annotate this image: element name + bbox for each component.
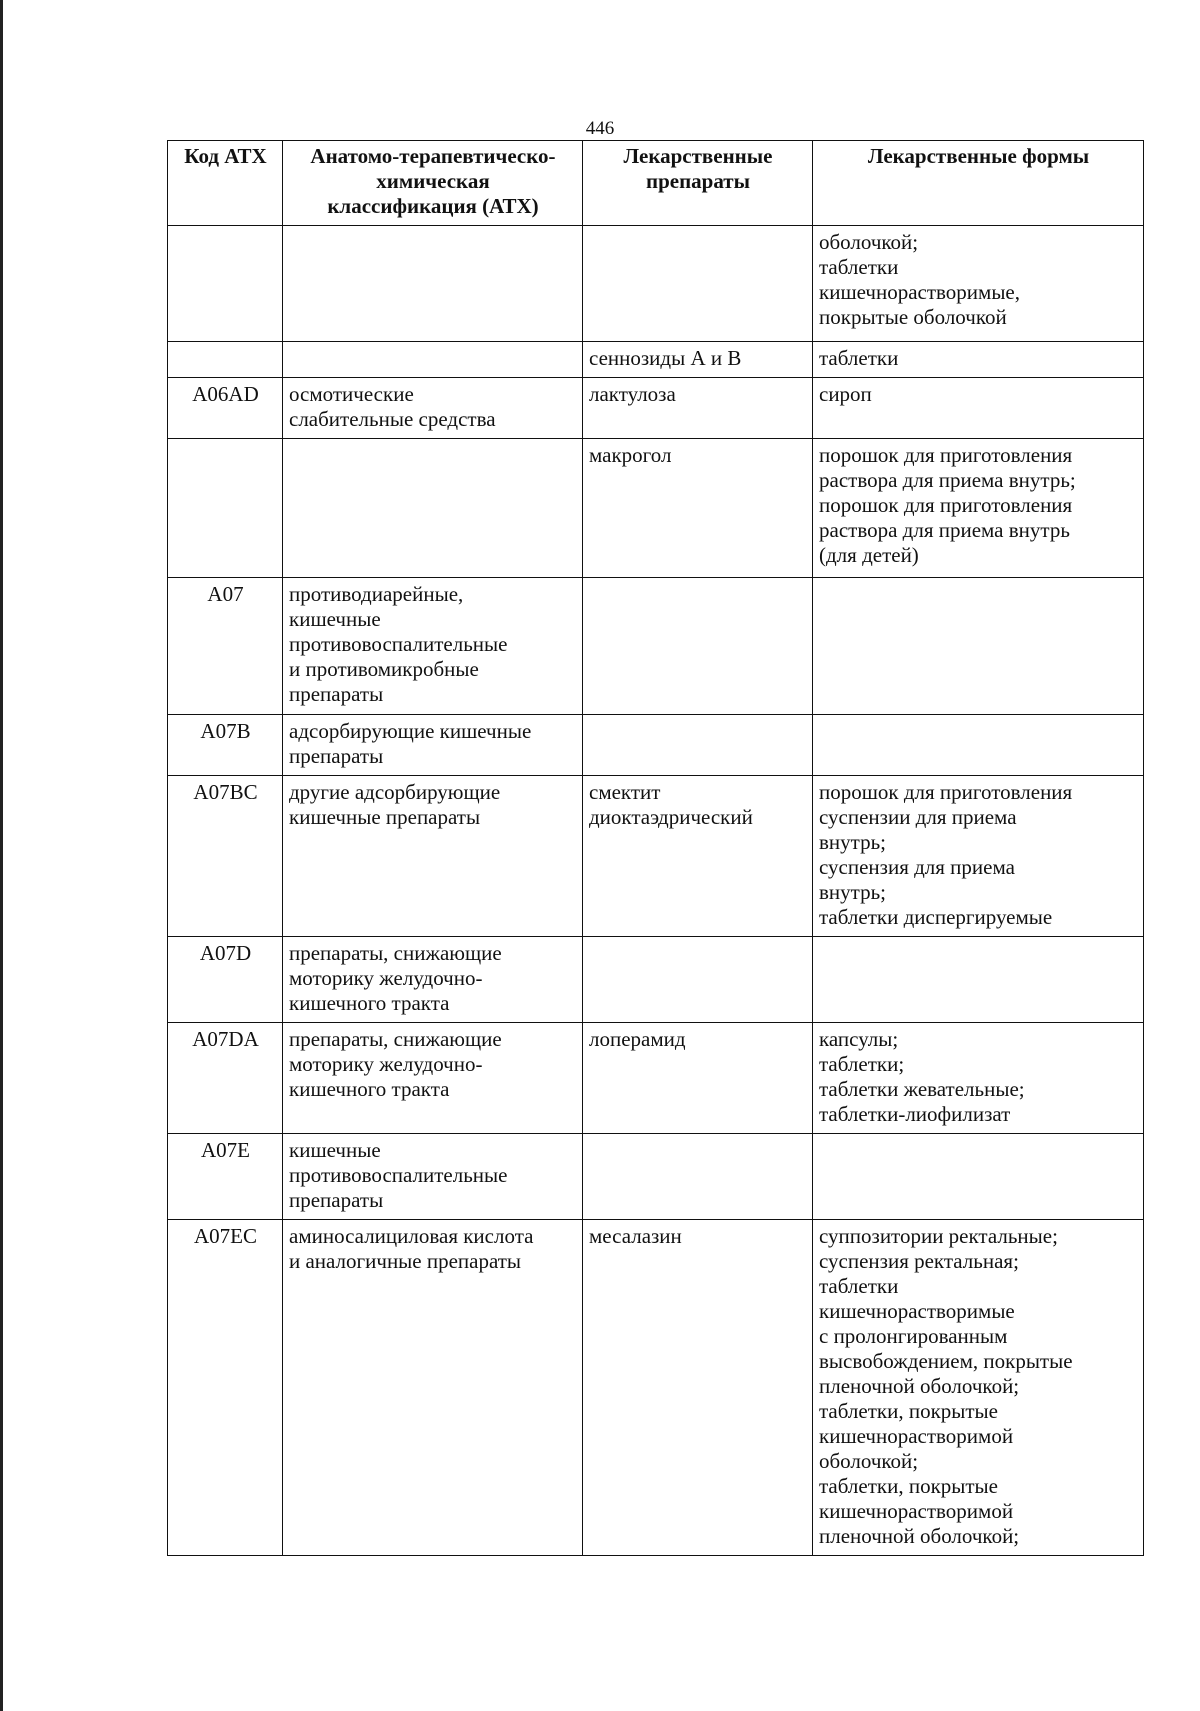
cell-drug: лоперамид bbox=[583, 1023, 813, 1134]
cell-atx-code: A07EC bbox=[168, 1220, 283, 1556]
cell-classification: препараты, снижающие моторику желудочно- кишечного тракта bbox=[283, 937, 583, 1023]
table-row bbox=[168, 1023, 1144, 1134]
cell-dosage-forms: порошок для приготовления суспензии для приема внутрь; суспензия для приема внутрь; таблетки диспергируемые bbox=[813, 776, 1144, 937]
cell-atx-code: A07E bbox=[168, 1134, 283, 1220]
cell-classification bbox=[283, 226, 583, 342]
table-header-row bbox=[168, 141, 1144, 226]
page-number: 446 bbox=[585, 118, 615, 139]
cell-drug bbox=[583, 578, 813, 715]
cell-dosage-forms bbox=[813, 715, 1144, 776]
cell-dosage-forms: суппозитории ректальные; суспензия ректальная; таблетки кишечнорастворимые с пролонгированным высвобождением, покрытые пленочной оболочкой; таблетки, покрытые кишечнорастворимой оболочкой; таблетки, покрытые кишечнорастворимой пленочной оболочкой; bbox=[813, 1220, 1144, 1556]
cell-atx-code: A07D bbox=[168, 937, 283, 1023]
table-row bbox=[168, 578, 1144, 715]
header-atx-classification: Анатомо-терапевтическо- химическая классификация (АТХ) bbox=[283, 141, 583, 226]
cell-classification bbox=[283, 439, 583, 578]
cell-drug bbox=[583, 226, 813, 342]
cell-classification: адсорбирующие кишечные препараты bbox=[283, 715, 583, 776]
header-atx-code: Код АТХ bbox=[168, 141, 283, 226]
cell-atx-code: A07DA bbox=[168, 1023, 283, 1134]
cell-dosage-forms: сироп bbox=[813, 378, 1144, 439]
scan-edge bbox=[0, 0, 3, 1711]
cell-atx-code: A07B bbox=[168, 715, 283, 776]
cell-dosage-forms bbox=[813, 1134, 1144, 1220]
cell-classification bbox=[283, 342, 583, 378]
cell-atx-code bbox=[168, 342, 283, 378]
atx-table bbox=[167, 140, 1144, 1556]
cell-dosage-forms bbox=[813, 937, 1144, 1023]
cell-drug: лактулоза bbox=[583, 378, 813, 439]
cell-drug bbox=[583, 1134, 813, 1220]
table-row bbox=[168, 378, 1144, 439]
table-row bbox=[168, 1134, 1144, 1220]
table-row bbox=[168, 342, 1144, 378]
table-row bbox=[168, 937, 1144, 1023]
cell-classification: аминосалициловая кислота и аналогичные препараты bbox=[283, 1220, 583, 1556]
table-row bbox=[168, 439, 1144, 578]
cell-classification: другие адсорбирующие кишечные препараты bbox=[283, 776, 583, 937]
cell-classification: кишечные противовоспалительные препараты bbox=[283, 1134, 583, 1220]
cell-atx-code bbox=[168, 439, 283, 578]
cell-drug: сеннозиды А и В bbox=[583, 342, 813, 378]
cell-drug bbox=[583, 715, 813, 776]
cell-dosage-forms: порошок для приготовления раствора для приема внутрь; порошок для приготовления раствора для приема внутрь (для детей) bbox=[813, 439, 1144, 578]
cell-classification: осмотические слабительные средства bbox=[283, 378, 583, 439]
cell-atx-code bbox=[168, 226, 283, 342]
cell-dosage-forms: оболочкой; таблетки кишечнорастворимые, покрытые оболочкой bbox=[813, 226, 1144, 342]
cell-atx-code: A06AD bbox=[168, 378, 283, 439]
cell-drug: макрогол bbox=[583, 439, 813, 578]
cell-classification: противодиарейные, кишечные противовоспалительные и противомикробные препараты bbox=[283, 578, 583, 715]
cell-atx-code: A07 bbox=[168, 578, 283, 715]
cell-atx-code: A07BC bbox=[168, 776, 283, 937]
cell-drug: смектит диоктаэдрический bbox=[583, 776, 813, 937]
table-row bbox=[168, 1220, 1144, 1556]
cell-dosage-forms: капсулы; таблетки; таблетки жевательные; таблетки-лиофилизат bbox=[813, 1023, 1144, 1134]
cell-classification: препараты, снижающие моторику желудочно- кишечного тракта bbox=[283, 1023, 583, 1134]
header-drugs: Лекарственные препараты bbox=[583, 141, 813, 226]
table-row bbox=[168, 776, 1144, 937]
table-row bbox=[168, 715, 1144, 776]
header-dosage-forms: Лекарственные формы bbox=[813, 141, 1144, 226]
cell-drug bbox=[583, 937, 813, 1023]
cell-drug: месалазин bbox=[583, 1220, 813, 1556]
table-row bbox=[168, 226, 1144, 342]
cell-dosage-forms: таблетки bbox=[813, 342, 1144, 378]
cell-dosage-forms bbox=[813, 578, 1144, 715]
